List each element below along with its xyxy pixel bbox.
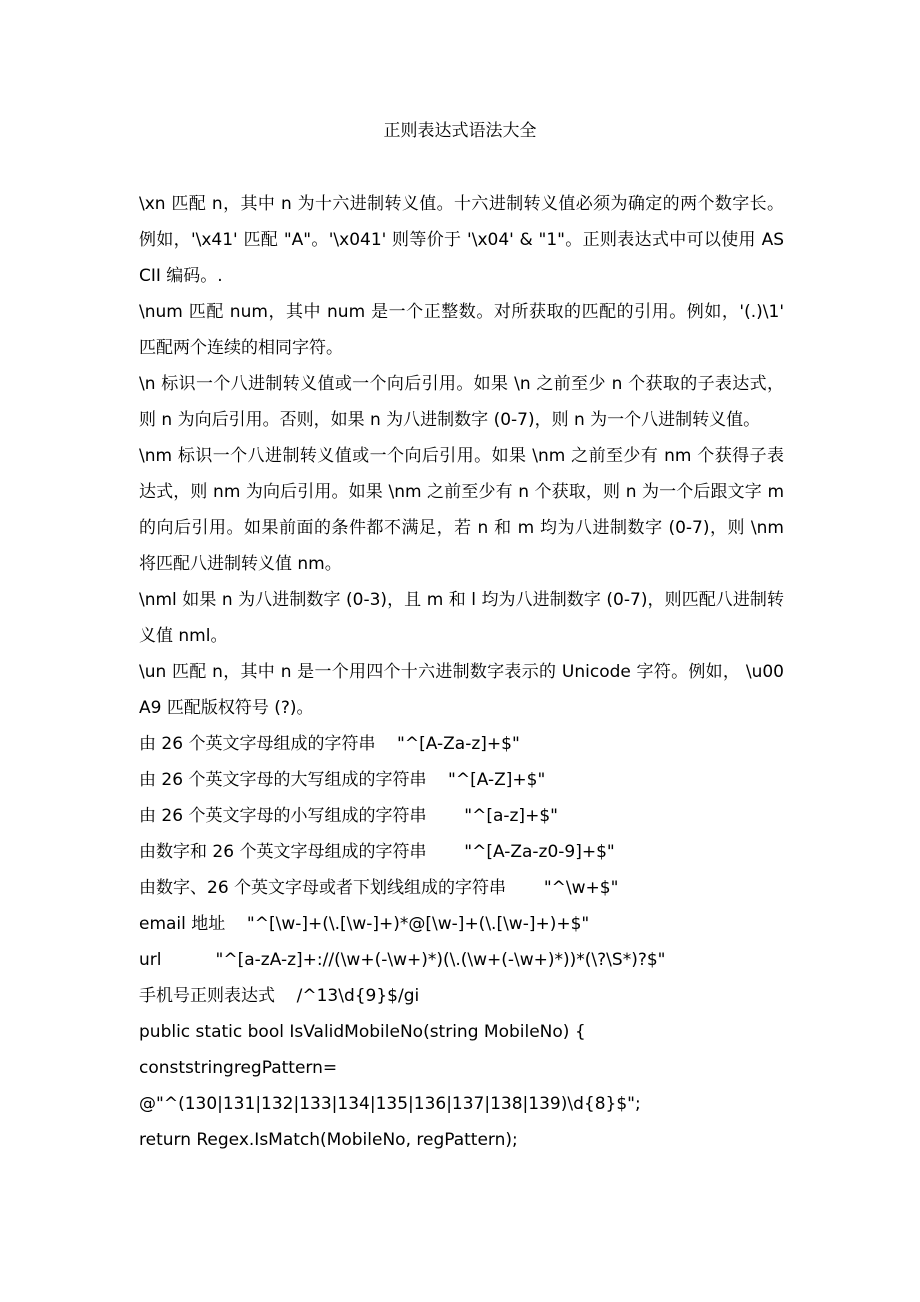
regex-letters-line: 由 26 个英文字母组成的字符串 "^[A-Za-z]+$" [139,734,520,754]
regex-url-line: url "^[a-zA-z]+://(\w+(-\w+)*)(\.(\w+(-\w+)*))*(\?\S*)?$" [139,950,666,970]
regex-lowercase-line: 由 26 个英文字母的小写组成的字符串 "^[a-z]+$" [139,806,558,826]
code-line: conststringregPattern= [139,1058,338,1078]
regex-word-line: 由数字、26 个英文字母或者下划线组成的字符串 "^\w+$" [139,878,619,898]
code-line: public static bool IsValidMobileNo(string MobileNo) { [139,1022,586,1042]
paragraph-num: \num 匹配 num，其中 num 是一个正整数。对所获取的匹配的引用。例如，'(.)\1' 匹配两个连续的相同字符。 [139,302,784,358]
page-title: 正则表达式语法大全 [383,121,537,141]
regex-email-line: email 地址 "^[\w-]+(\.[\w-]+)*@[\w-]+(\.[\w-]+)+$" [139,914,590,934]
regex-alphanumeric-line: 由数字和 26 个英文字母组成的字符串 "^[A-Za-z0-9]+$" [139,842,615,862]
paragraph-un: \un 匹配 n，其中 n 是一个用四个十六进制数字表示的 Unicode 字符。例如， \u00A9 匹配版权符号 (?)。 [139,662,784,718]
document-body [139,186,784,1158]
regex-mobile-line: 手机号正则表达式 /^13\d{9}$/gi [139,986,420,1006]
paragraph-nml: \nml 如果 n 为八进制数字 (0-3)，且 m 和 l 均为八进制数字 (0-7)，则匹配八进制转义值 nml。 [139,590,784,646]
regex-uppercase-line: 由 26 个英文字母的大写组成的字符串 "^[A-Z]+$" [139,770,546,790]
paragraph-nm: \nm 标识一个八进制转义值或一个向后引用。如果 \nm 之前至少有 nm 个获得子表达式，则 nm 为向后引用。如果 \nm 之前至少有 n 个获取，则 n 为一个后跟文字 m 的向后引用。如果前面的条件都不满足，若 n 和 m 均为八进制数字 (0-7)，则 \nm 将匹配八进制转义值 nm。 [139,446,784,574]
code-line: return Regex.IsMatch(MobileNo, regPattern); [139,1130,518,1150]
paragraph-n: \n 标识一个八进制转义值或一个向后引用。如果 \n 之前至少 n 个获取的子表达式，则 n 为向后引用。否则，如果 n 为八进制数字 (0-7)，则 n 为一个八进制转义值。 [139,374,784,430]
paragraph-xn: \xn 匹配 n，其中 n 为十六进制转义值。十六进制转义值必须为确定的两个数字长。例如，'\x41' 匹配 "A"。'\x041' 则等价于 '\x04' & "1"。正则表达式中可以使用 ASCII 编码。. [139,194,784,286]
code-line: @"^(130|131|132|133|134|135|136|137|138|139)\d{8}$"; [139,1094,641,1114]
